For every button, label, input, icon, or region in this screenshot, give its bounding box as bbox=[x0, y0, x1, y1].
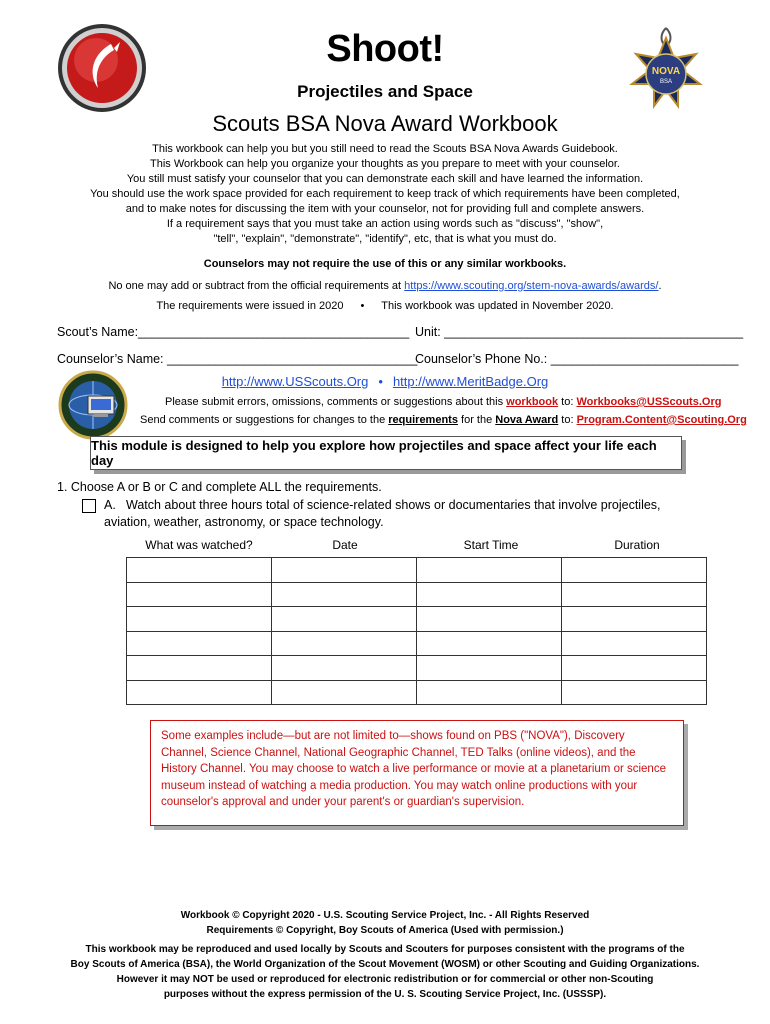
site-links bbox=[0, 374, 770, 389]
table-row bbox=[127, 582, 707, 607]
to-text: to: bbox=[558, 414, 577, 426]
table-cell[interactable] bbox=[562, 631, 707, 656]
table-cell[interactable] bbox=[562, 656, 707, 681]
counselor-phone-field[interactable]: Counselor’s Phone No.: ___________________________ bbox=[415, 352, 739, 366]
submit-errors-line bbox=[165, 396, 721, 408]
watch-log-table bbox=[126, 557, 707, 705]
nova-patch-label: NOVA bbox=[651, 66, 681, 77]
intro-line: and to make notes for discussing the item with your counselor, not for providing full and complete answers. bbox=[125, 203, 645, 215]
unit-field[interactable]: Unit: ___________________________________________ bbox=[415, 325, 744, 339]
table-row bbox=[127, 558, 707, 583]
for-the-text: for the bbox=[457, 414, 496, 426]
nova-award-word: Nova Award bbox=[495, 414, 559, 426]
footer-usage-3: However it may NOT be used or reproduced for electronic redistribution or for commercial or other non-Scouting bbox=[116, 974, 654, 985]
meritbadge-link[interactable]: http://www.MeritBadge.Org bbox=[392, 374, 549, 389]
column-header-duration: Duration bbox=[614, 538, 660, 552]
workbooks-email-link[interactable]: Workbooks@USScouts.Org bbox=[576, 396, 722, 408]
send-text: Send comments or suggestions for changes to the bbox=[140, 414, 389, 426]
requirement-1: 1. Choose A or B or C and complete ALL the requirements. bbox=[57, 480, 382, 494]
table-row bbox=[127, 607, 707, 632]
table-cell[interactable] bbox=[127, 656, 272, 681]
requirement-a-text: Watch about three hours total of science-related shows or documentaries that involve projectiles, aviation, weather, astronomy, or space technology. bbox=[104, 498, 661, 529]
table-cell[interactable] bbox=[127, 558, 272, 583]
intro-line: "tell", "explain", "demonstrate", "identify", etc, that is what you must do. bbox=[213, 233, 557, 245]
column-header-what: What was watched? bbox=[145, 538, 253, 552]
footer-usage-2: Boy Scouts of America (BSA), the World Organization of the Scout Movement (WOSM) or other Scouting and Guiding Organizations. bbox=[70, 959, 700, 970]
scout-name-field[interactable]: Scout’s Name:_______________________________________ bbox=[57, 325, 410, 339]
examples-note: Some examples include—but are not limited to—shows found on PBS ("NOVA"), Discovery Channel, Science Channel, National Geographic Channel, TED Talks (online videos), and the History Channel. You may choose to watch a live performance or movie at a planetarium or science museum instead of watching a media production. You may watch online productions with your counselor's approval and under your parent's or guardian's supervision. bbox=[150, 720, 684, 826]
footer-copyright-1: Workbook © Copyright 2020 - U.S. Scouting Service Project, Inc. - All Rights Reserved bbox=[180, 910, 590, 921]
intro-line: You should use the work space provided for each requirement to keep track of which requirements have been completed, bbox=[90, 188, 680, 200]
issued-separator: • bbox=[360, 300, 365, 312]
table-cell[interactable] bbox=[417, 582, 562, 607]
workbook-word: workbook bbox=[506, 396, 559, 408]
page-subtitle: Projectiles and Space bbox=[297, 82, 473, 101]
requirements-link[interactable]: https://www.scouting.org/stem-nova-awards/awards/ bbox=[404, 280, 659, 292]
requirements-source-end: . bbox=[658, 280, 662, 292]
intro-line: If a requirement says that you must take an action using words such as "discuss", "show", bbox=[166, 218, 604, 230]
intro-text bbox=[0, 142, 770, 247]
table-cell[interactable] bbox=[417, 558, 562, 583]
issued-date: The requirements were issued in 2020 bbox=[156, 300, 344, 312]
counselors-note: Counselors may not require the use of this or any similar workbooks. bbox=[203, 258, 567, 270]
requirements-source-text: No one may add or subtract from the official requirements at bbox=[108, 280, 405, 292]
submit-text: Please submit errors, omissions, comments or suggestions about this bbox=[165, 396, 507, 408]
footer-copyright-2: Requirements © Copyright, Boy Scouts of America (Used with permission.) bbox=[206, 925, 564, 936]
table-cell[interactable] bbox=[272, 680, 417, 705]
updated-date: This workbook was updated in November 2020. bbox=[381, 300, 614, 312]
table-cell[interactable] bbox=[127, 680, 272, 705]
footer-usage-1: This workbook may be reproduced and used locally by Scouts and Scouters for purposes consistent with the programs of the bbox=[85, 944, 685, 955]
table-cell[interactable] bbox=[272, 558, 417, 583]
table-cell[interactable] bbox=[127, 582, 272, 607]
workbook-title: Scouts BSA Nova Award Workbook bbox=[212, 111, 558, 136]
program-content-email-link[interactable]: Program.Content@Scouting.Org bbox=[576, 414, 747, 426]
page-title: Shoot! bbox=[326, 28, 444, 70]
table-cell[interactable] bbox=[272, 656, 417, 681]
requirements-source bbox=[0, 280, 770, 292]
table-cell[interactable] bbox=[417, 607, 562, 632]
counselor-name-field[interactable]: Counselor’s Name: ____________________________________ bbox=[57, 352, 418, 366]
links-separator: • bbox=[378, 374, 383, 389]
table-cell[interactable] bbox=[272, 631, 417, 656]
column-header-start-time: Start Time bbox=[463, 538, 519, 552]
table-row bbox=[127, 631, 707, 656]
column-header-date: Date bbox=[332, 538, 358, 552]
requirements-word: requirements bbox=[388, 414, 458, 426]
issue-info bbox=[0, 300, 770, 312]
usscouts-link[interactable]: http://www.USScouts.Org bbox=[221, 374, 369, 389]
table-cell[interactable] bbox=[272, 582, 417, 607]
table-cell[interactable] bbox=[272, 607, 417, 632]
table-cell[interactable] bbox=[417, 656, 562, 681]
module-banner: This module is designed to help you explore how projectiles and space affect your life each day bbox=[90, 436, 682, 470]
submit-requirements-line bbox=[140, 414, 747, 426]
table-row bbox=[127, 680, 707, 705]
requirement-a-checkbox[interactable] bbox=[82, 499, 96, 513]
intro-line: This Workbook can help you organize your thoughts as you prepare to meet with your counselor. bbox=[149, 158, 620, 170]
table-cell[interactable] bbox=[417, 680, 562, 705]
requirement-a bbox=[104, 497, 704, 531]
table-row bbox=[127, 656, 707, 681]
table-cell[interactable] bbox=[417, 631, 562, 656]
nova-patch-sublabel: BSA bbox=[659, 79, 672, 85]
submit-to: to: bbox=[558, 396, 577, 408]
table-cell[interactable] bbox=[562, 558, 707, 583]
table-cell[interactable] bbox=[127, 607, 272, 632]
intro-line: You still must satisfy your counselor that you can demonstrate each skill and have learned the information. bbox=[126, 173, 644, 185]
table-cell[interactable] bbox=[562, 680, 707, 705]
table-cell[interactable] bbox=[127, 631, 272, 656]
table-cell[interactable] bbox=[562, 582, 707, 607]
requirement-a-letter: A. bbox=[104, 498, 116, 512]
footer-usage-4: purposes without the express permission of the U. S. Scouting Service Project, Inc. (USSSP). bbox=[163, 989, 607, 1000]
table-cell[interactable] bbox=[562, 607, 707, 632]
intro-line: This workbook can help you but you still need to read the Scouts BSA Nova Awards Guidebook. bbox=[152, 143, 618, 155]
